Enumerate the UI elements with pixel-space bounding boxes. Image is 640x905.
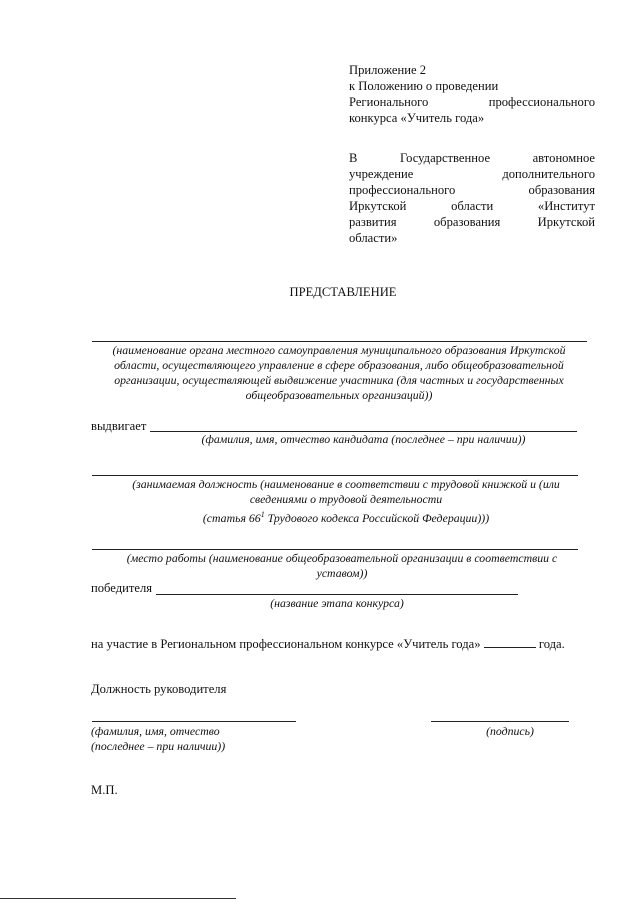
organ-hint: [86, 343, 592, 403]
addressee-line-3: профессионального образования: [349, 183, 595, 197]
position-hint-sup: 1: [260, 510, 265, 519]
position-hint-code: Трудового кодекса Российской Федерации))): [264, 510, 490, 525]
appendix-line-4: конкурса «Учитель года»: [349, 111, 485, 125]
head-name-hint: [91, 724, 225, 754]
addressee-line-1: В Государственное автономное: [349, 151, 595, 165]
workplace-hint: [96, 551, 588, 581]
head-name-fill-line[interactable]: [92, 721, 296, 722]
stage-fill-line[interactable]: [156, 594, 518, 595]
position-hint-article: (статья 66: [202, 510, 261, 525]
year-fill-line[interactable]: [484, 637, 536, 648]
signature-fill-line[interactable]: [431, 721, 569, 722]
appendix-line-2: к Положению о проведении: [349, 79, 499, 93]
position-fill-line[interactable]: [92, 475, 578, 476]
addressee-line-6: области»: [349, 231, 398, 245]
signature-hint: (подпись): [486, 724, 534, 738]
stage-hint: (название этапа конкурса): [270, 596, 404, 610]
head-name-hint-line-2: (последнее – при наличии)): [91, 739, 226, 753]
addressee-line-2: учреждение дополнительного: [349, 167, 595, 181]
organ-hint-line-4: общеобразовательных организаций)): [245, 388, 433, 402]
participation-text: на участие в Региональном профессиональном конкурсе «Учитель года»: [91, 637, 481, 651]
participation-suffix: года.: [538, 637, 565, 651]
position-hint-line-2: сведениями о трудовой деятельности: [249, 492, 443, 506]
winner-label: победителя: [91, 581, 153, 595]
organ-hint-line-1: (наименование органа местного самоуправления муниципального образования Иркутской: [112, 343, 566, 357]
footer-rule: [0, 898, 236, 899]
organ-fill-line[interactable]: [92, 341, 587, 342]
nominates-label: выдвигает: [91, 419, 147, 433]
participation-row: [91, 636, 581, 652]
appendix-line-3: Регионального профессионального: [349, 95, 595, 109]
position-hint-line-1: (занимаемая должность (наименование в соответствии с трудовой книжкой и (или: [132, 477, 560, 491]
document-title: ПРЕДСТАВЛЕНИЕ: [289, 285, 397, 299]
appendix-line-1: Приложение 2: [349, 63, 427, 77]
head-name-hint-line-1: (фамилия, имя, отчество: [91, 724, 220, 738]
organ-hint-line-3: организации, осуществляющей выдвижение участника (для частных и государственных: [114, 373, 564, 387]
position-hint-line-3: [100, 507, 592, 526]
workplace-hint-line-1: (место работы (наименование общеобразовательной организации в соответствии с: [126, 551, 558, 565]
head-position-label: Должность руководителя: [91, 682, 227, 696]
position-hint: [100, 477, 592, 526]
workplace-fill-line[interactable]: [92, 549, 578, 550]
workplace-hint-line-2: уставом)): [316, 566, 368, 580]
nominee-hint: (фамилия, имя, отчество кандидата (последнее – при наличии)): [201, 432, 526, 446]
addressee-line-5: развития образования Иркутской: [349, 215, 595, 229]
organ-hint-line-2: области, осуществляющего управление в сфере образования, либо общеобразовательной: [114, 358, 564, 372]
appendix-block: [349, 62, 595, 126]
stamp-label: М.П.: [91, 783, 118, 797]
addressee-block: [349, 150, 595, 246]
addressee-line-4: Иркутской области «Институт: [349, 199, 595, 213]
